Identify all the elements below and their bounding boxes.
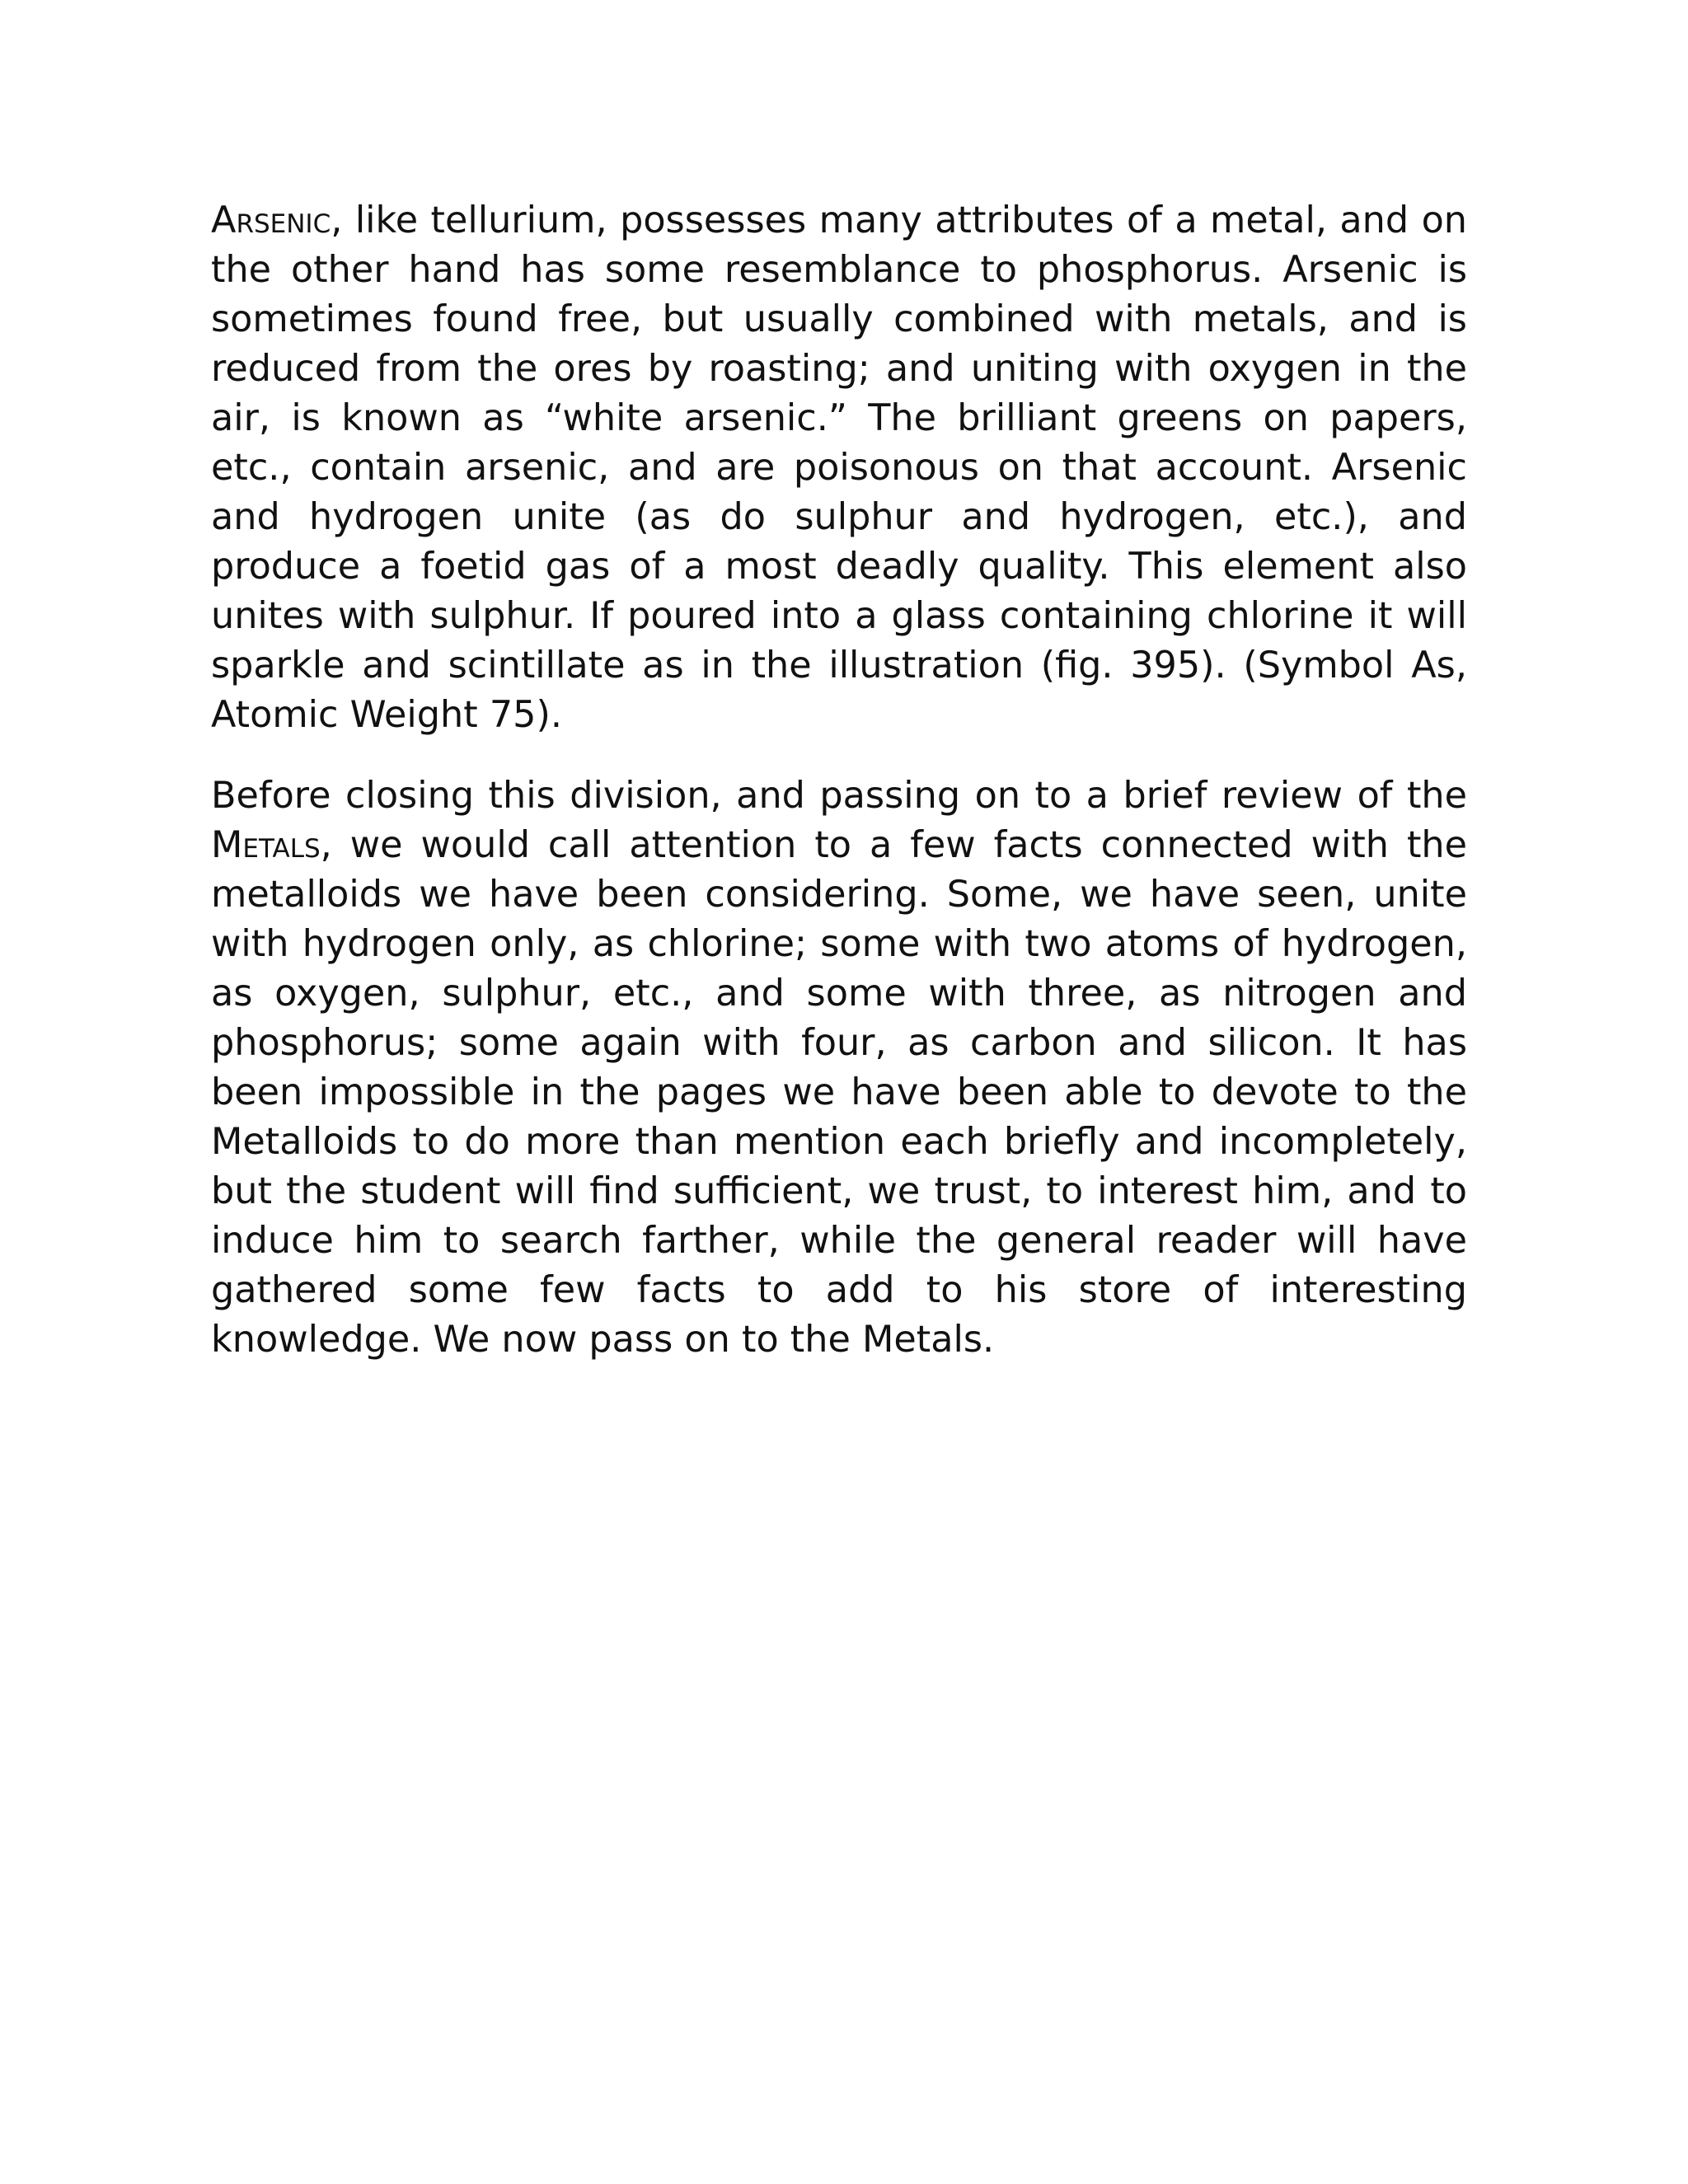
smallcaps-metals: Metals xyxy=(211,824,321,866)
paragraph-arsenic xyxy=(211,196,1467,740)
paragraph-summary-before: Before closing this division, and passing on to a brief review of the xyxy=(211,775,1467,817)
lead-word-arsenic: Arsenic xyxy=(211,199,331,241)
paragraph-metalloids-summary xyxy=(211,771,1467,1365)
paragraph-arsenic-text: , like tellurium, possesses many attributes of a metal, and on the other hand has some resemblance to phosphorus. Arsenic is sometimes found free, but usually combined with metals, and is reduced from the ores by roasting; and uniting with oxygen in the air, is known as “white arsenic.” The brilliant greens on papers, etc., contain arsenic, and are poisonous on that account. Arsenic and hydrogen unite (as do sulphur and hydrogen, etc.), and produce a foetid gas of a most deadly quality. This element also unites with sulphur. If poured into a glass containing chlorine it will sparkle and scintillate as in the illustration (fig. 395). (Symbol As, Atomic Weight 75). xyxy=(211,199,1467,736)
paragraph-summary-after: , we would call attention to a few facts connected with the metalloids we have been considering. Some, we have seen, unite with hydrogen only, as chlorine; some with two atoms of hydrogen, as oxygen, sulphur, etc., and some with three, as nitrogen and phosphorus; some again with four, as carbon and silicon. It has been impossible in the pages we have been able to devote to the Metalloids to do more than mention each briefly and incompletely, but the student will find sufficient, we trust, to interest him, and to induce him to search farther, while the general reader will have gathered some few facts to add to his store of interesting knowledge. We now pass on to the Metals. xyxy=(211,824,1467,1361)
body-text xyxy=(211,196,1467,1365)
